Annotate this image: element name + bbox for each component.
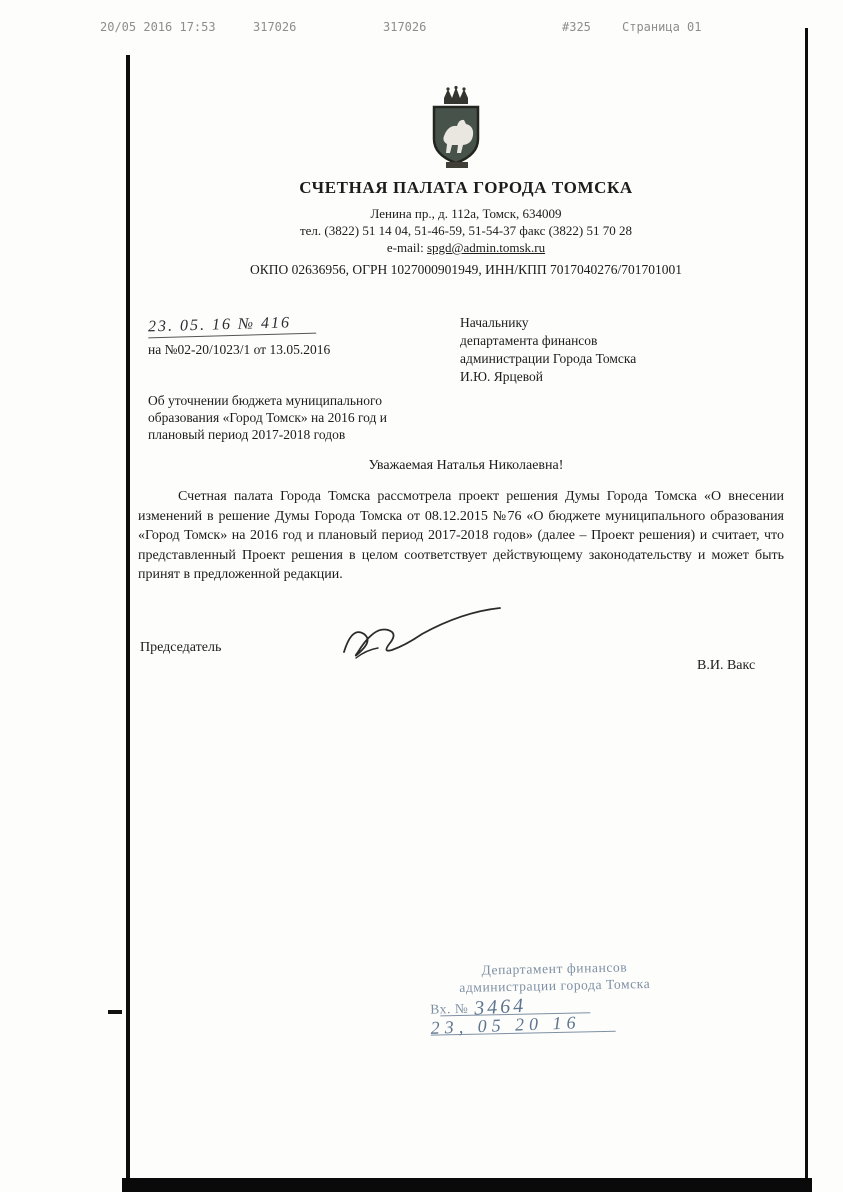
addressee-block xyxy=(460,314,636,386)
letterhead-address: Ленина пр., д. 112а, Томск, 634009 xyxy=(370,206,562,221)
signer-name: В.И. Вакс xyxy=(697,658,756,673)
organization-name: СЧЕТНАЯ ПАЛАТА ГОРОДА ТОМСКА xyxy=(299,178,633,197)
fax-datetime: 20/05 2016 17:53 xyxy=(100,20,216,34)
letterhead-email-line xyxy=(130,239,802,256)
scan-edge-right xyxy=(805,28,808,1182)
stamp-org-line: администрации города Томска xyxy=(459,976,651,996)
letterhead-phones: тел. (3822) 51 14 04, 51-46-59, 51-54-37 факс (3822) 51 70 28 xyxy=(299,223,633,238)
email-address: spgd@admin.tomsk.ru xyxy=(426,240,546,255)
subject-line: плановый период 2017-2018 годов xyxy=(148,427,346,442)
subject-line: Об уточнении бюджета муниципального xyxy=(148,393,382,408)
stamp-incoming-label: Вх. № xyxy=(430,1000,469,1017)
incoming-stamp xyxy=(429,957,680,1038)
handwritten-outgoing-number: 23. 05. 16 № 416 xyxy=(148,314,316,339)
handwritten-signature-icon xyxy=(330,602,510,674)
addressee-line: департамента финансов xyxy=(460,333,598,348)
addressee-line: Начальнику xyxy=(460,315,529,330)
stamp-org-line: Департамент финансов xyxy=(481,959,628,978)
reference-block xyxy=(148,316,448,358)
fax-page-label: Страница 01 xyxy=(622,20,702,34)
subject-line: образования «Город Томск» на 2016 год и xyxy=(148,410,387,425)
signer-title: Председатель xyxy=(140,640,222,655)
reply-to-reference: на №02-20/1023/1 от 13.05.2016 xyxy=(148,342,331,357)
letter-body: Счетная палата Города Томска рассмотрела проект решения Думы Города Томска «О внесении изменений в решение Думы Города Томска от 08.12.2015 №76 «О бюджете муниципального образования «Город Томск» на 2016 год и плановый период 2017-2018 годов» (далее – Проект решения) и считает, что представленный Проект решения в целом соответствует действующему законодательству и может быть принят в предложенной редакции. xyxy=(138,489,784,582)
stamp-date: 23, 05 20 16 xyxy=(430,1012,581,1038)
addressee-line: администрации Города Томска xyxy=(460,351,637,366)
letterhead-contacts xyxy=(130,205,802,256)
scan-mark-dash xyxy=(108,1010,122,1014)
email-label: e-mail: xyxy=(386,240,427,255)
fax-job-id: #325 xyxy=(562,20,591,34)
salutation: Уважаемая Наталья Николаевна! xyxy=(368,458,564,473)
addressee-line: И.Ю. Ярцевой xyxy=(460,369,543,384)
letterhead-registration-codes: ОКПО 02636956, ОГРН 1027000901949, ИНН/КПП 7017040276/701701001 xyxy=(250,262,682,277)
fax-number-1: 317026 xyxy=(253,20,297,34)
subject-block xyxy=(148,392,387,443)
stamp-incoming-number: 3464 xyxy=(473,994,527,1020)
fax-header xyxy=(0,18,843,34)
tomsk-coat-of-arms-icon xyxy=(424,86,488,172)
scan-edge-bottom xyxy=(122,1178,812,1192)
fax-number-2: 317026 xyxy=(383,20,427,34)
